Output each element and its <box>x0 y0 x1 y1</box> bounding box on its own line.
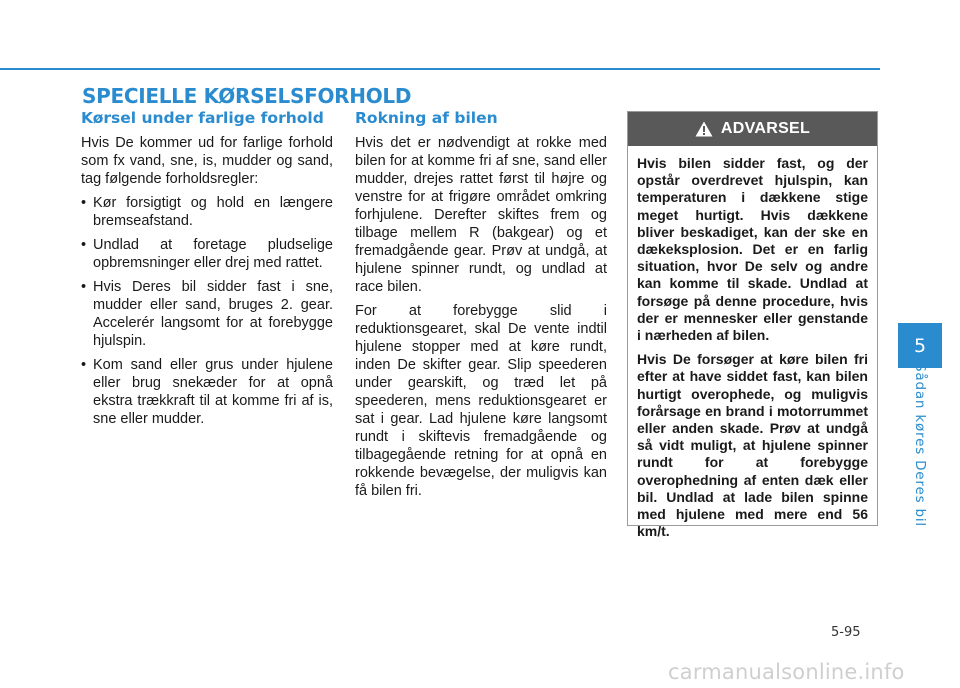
chapter-label: Sådan køres Deres bil <box>912 363 928 527</box>
middle-paragraph: For at forebygge slid i reduktionsgearet, skal De vente indtil hjulene stopper med at køre rundt, inden De skifter gear. Slip speederen under gearskift, og træd let på speederen, mens reduktionsgearet er sat i gear. Lad hjulene køre langsomt rundt i skiftevis fremadgående og tilbagegående retning for at opnå en rokkende bevægelse, der muligvis kan få bilen fri. <box>355 303 607 499</box>
chapter-number: 5 <box>913 334 927 357</box>
left-intro: Hvis De kommer ud for farlige forhold som fx vand, sne, is, mudder og sand, tag følgende forholdsregler: <box>81 135 333 187</box>
warning-label: ADVARSEL <box>720 120 811 137</box>
watermark: carmanualsonline.info <box>668 660 905 684</box>
top-divider <box>0 68 880 70</box>
warning-body <box>628 146 877 540</box>
middle-paragraph: Hvis det er nødvendigt at rokke med bilen for at komme fri af sne, sand eller mudder, drejes rattet først til højre og venstre for at frigøre området omkring forhjulene. Derefter skiftes frem og tilbage mellem R (bakgear) og et fremadgående gear. Prøv at undgå, at hjulene spinner rundt, og undlad at race bilen. <box>355 135 607 295</box>
middle-heading: Rokning af bilen <box>355 109 498 127</box>
warning-box <box>627 111 878 540</box>
warning-triangle-icon <box>695 121 713 137</box>
list-item: • Hvis Deres bil sidder fast i sne, mudder eller sand, bruges 2. gear. Accelerér langsomt for at forebygge hjulspin. <box>81 278 333 350</box>
precaution-list <box>81 194 333 428</box>
page-number: 5-95 <box>831 625 861 640</box>
list-item: • Kom sand eller grus under hjulene eller brug snekæder for at opnå ekstra trækkraft til at komme fri af is, sne eller mudder. <box>81 356 333 428</box>
middle-column <box>355 108 607 506</box>
warning-paragraph: Hvis De forsøger at køre bilen fri efter at have siddet fast, kan bilen hurtigt overophede, og muligvis forårsage en brand i motorrummet eller anden skade. Prøv at undgå så vidt muligt, at hjulene spinner rundt for at forebygge overophedning af enten dæk eller bil. Undlad at lade bilen spinne med hjulene med mere end 56 km/t. <box>637 351 868 540</box>
left-heading: Kørsel under farlige forhold <box>81 109 324 127</box>
warning-header <box>628 112 877 146</box>
section-title: SPECIELLE KØRSELSFORHOLD <box>82 84 412 108</box>
left-column <box>81 108 333 434</box>
chapter-tab <box>898 323 942 368</box>
list-item: • Undlad at foretage pludselige opbremsninger eller drej med rattet. <box>81 236 333 272</box>
list-item: • Kør forsigtigt og hold en længere bremseafstand. <box>81 194 333 230</box>
warning-paragraph: Hvis bilen sidder fast, og der opstår overdrevet hjulspin, kan temperaturen i dækkene stige meget hurtigt. Hvis dækkene bliver beskadiget, kan der ske en dækeksplosion. Det er en farlig situation, hvor De selv og andre kan komme til skade. Undlad at forsøge på denne procedure, hvis der er mennesker eller genstande i nærheden af bilen. <box>637 155 868 344</box>
